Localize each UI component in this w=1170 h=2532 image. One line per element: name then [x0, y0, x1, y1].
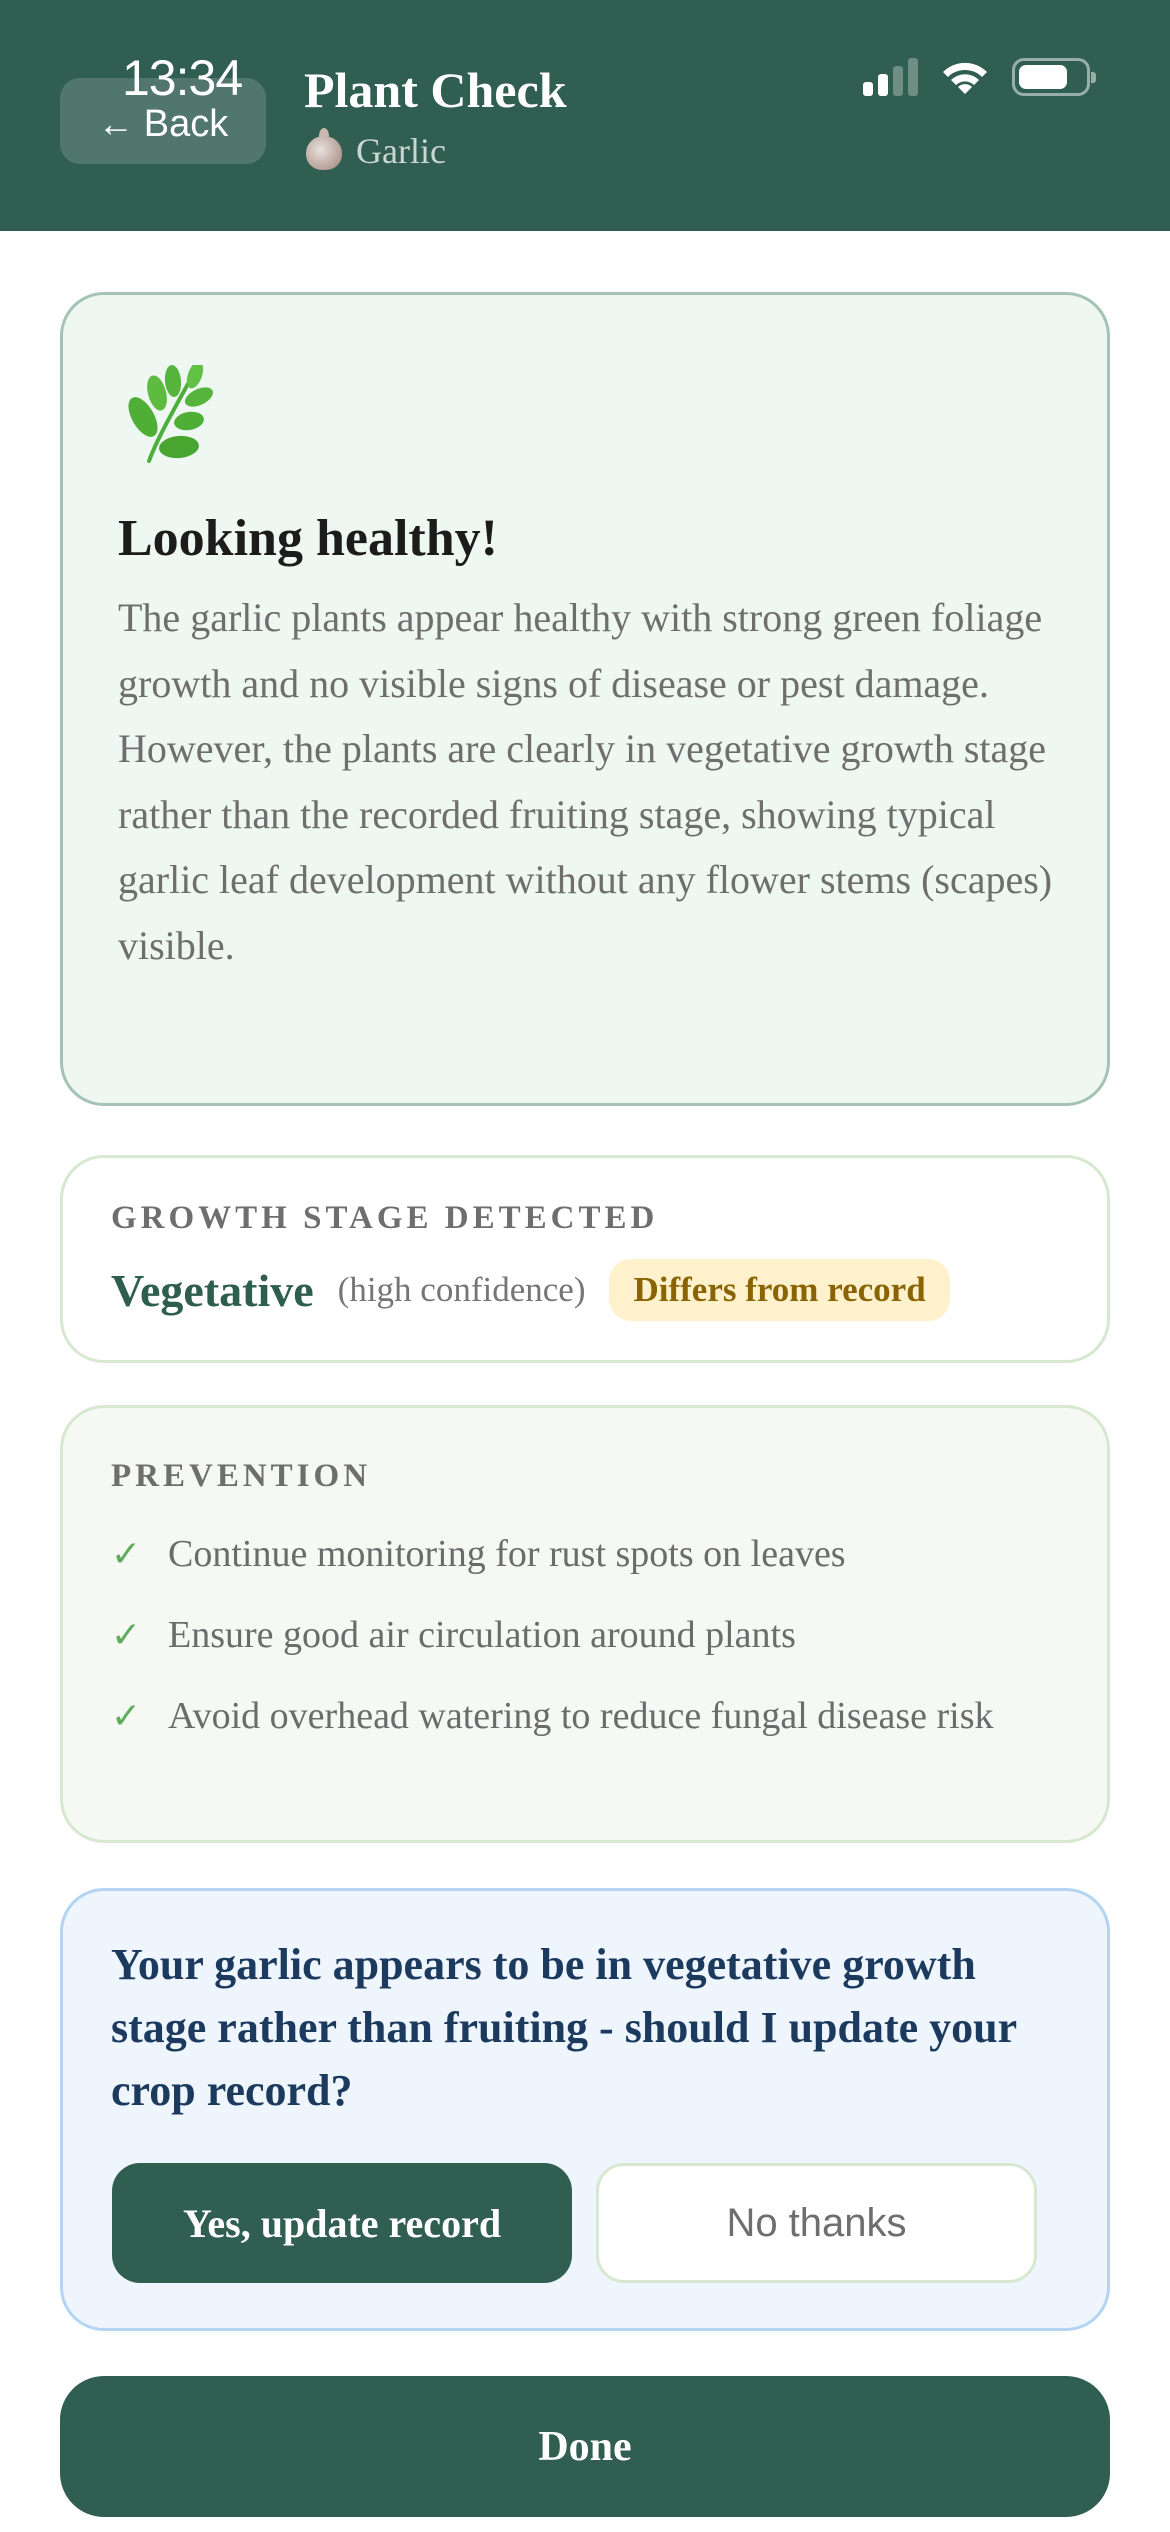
back-label: Back [143, 102, 229, 145]
prevention-item [111, 1526, 1071, 1583]
check-icon: ✓ [111, 1534, 142, 1575]
confidence-level: (high confidence) [337, 1270, 586, 1309]
health-description: The garlic plants appear healthy with strong green foliage growth and no visible signs of disease or pest damage. However, the plants are clearly in vegetative growth stage rather than the recorded fruiting stage, showing typical garlic leaf development without any flower stems (scapes) visible. [118, 595, 1053, 968]
arrow-left-icon: ← [97, 103, 134, 144]
growth-stage-row [111, 1258, 950, 1322]
app-header [0, 0, 1170, 231]
herb-icon [123, 365, 219, 465]
prevention-label: PREVENTION [111, 1458, 372, 1494]
check-icon: ✓ [111, 1696, 142, 1737]
check-icon: ✓ [111, 1615, 142, 1656]
crop-name: Garlic [356, 131, 446, 171]
yes-update-record-button[interactable]: Yes, update record [112, 2163, 572, 2283]
update-record-prompt-card [60, 1888, 1110, 2331]
status-time: 13:34 [122, 50, 243, 106]
garlic-icon [304, 128, 344, 174]
differs-from-record-badge: Differs from record [609, 1259, 949, 1321]
growth-stage-label: GROWTH STAGE DETECTED [111, 1200, 659, 1236]
health-heading: Looking healthy! [118, 510, 498, 567]
done-button[interactable]: Done [60, 2376, 1110, 2517]
page-title: Plant Check [304, 62, 567, 118]
prevention-item-text: Continue monitoring for rust spots on leaves [168, 1533, 846, 1575]
prevention-item-text: Ensure good air circulation around plants [168, 1614, 796, 1656]
prevention-card [60, 1405, 1110, 1843]
battery-icon [1012, 58, 1090, 96]
growth-stage-value: Vegetative [111, 1264, 314, 1316]
no-thanks-button[interactable]: No thanks [596, 2163, 1037, 2283]
prevention-item-text: Avoid overhead watering to reduce fungal disease risk [168, 1695, 994, 1737]
update-record-question: Your garlic appears to be in vegetative growth stage rather than fruiting - should I update your crop record? [111, 1940, 1017, 2115]
prevention-item [111, 1607, 1071, 1664]
status-icons [863, 58, 1090, 96]
cellular-signal-icon [863, 58, 918, 96]
crop-subtitle [304, 128, 446, 174]
prevention-list [111, 1526, 1071, 1769]
wifi-icon [940, 58, 990, 96]
health-summary-card [60, 292, 1110, 1106]
prevention-item [111, 1688, 1071, 1745]
growth-stage-card [60, 1155, 1110, 1363]
